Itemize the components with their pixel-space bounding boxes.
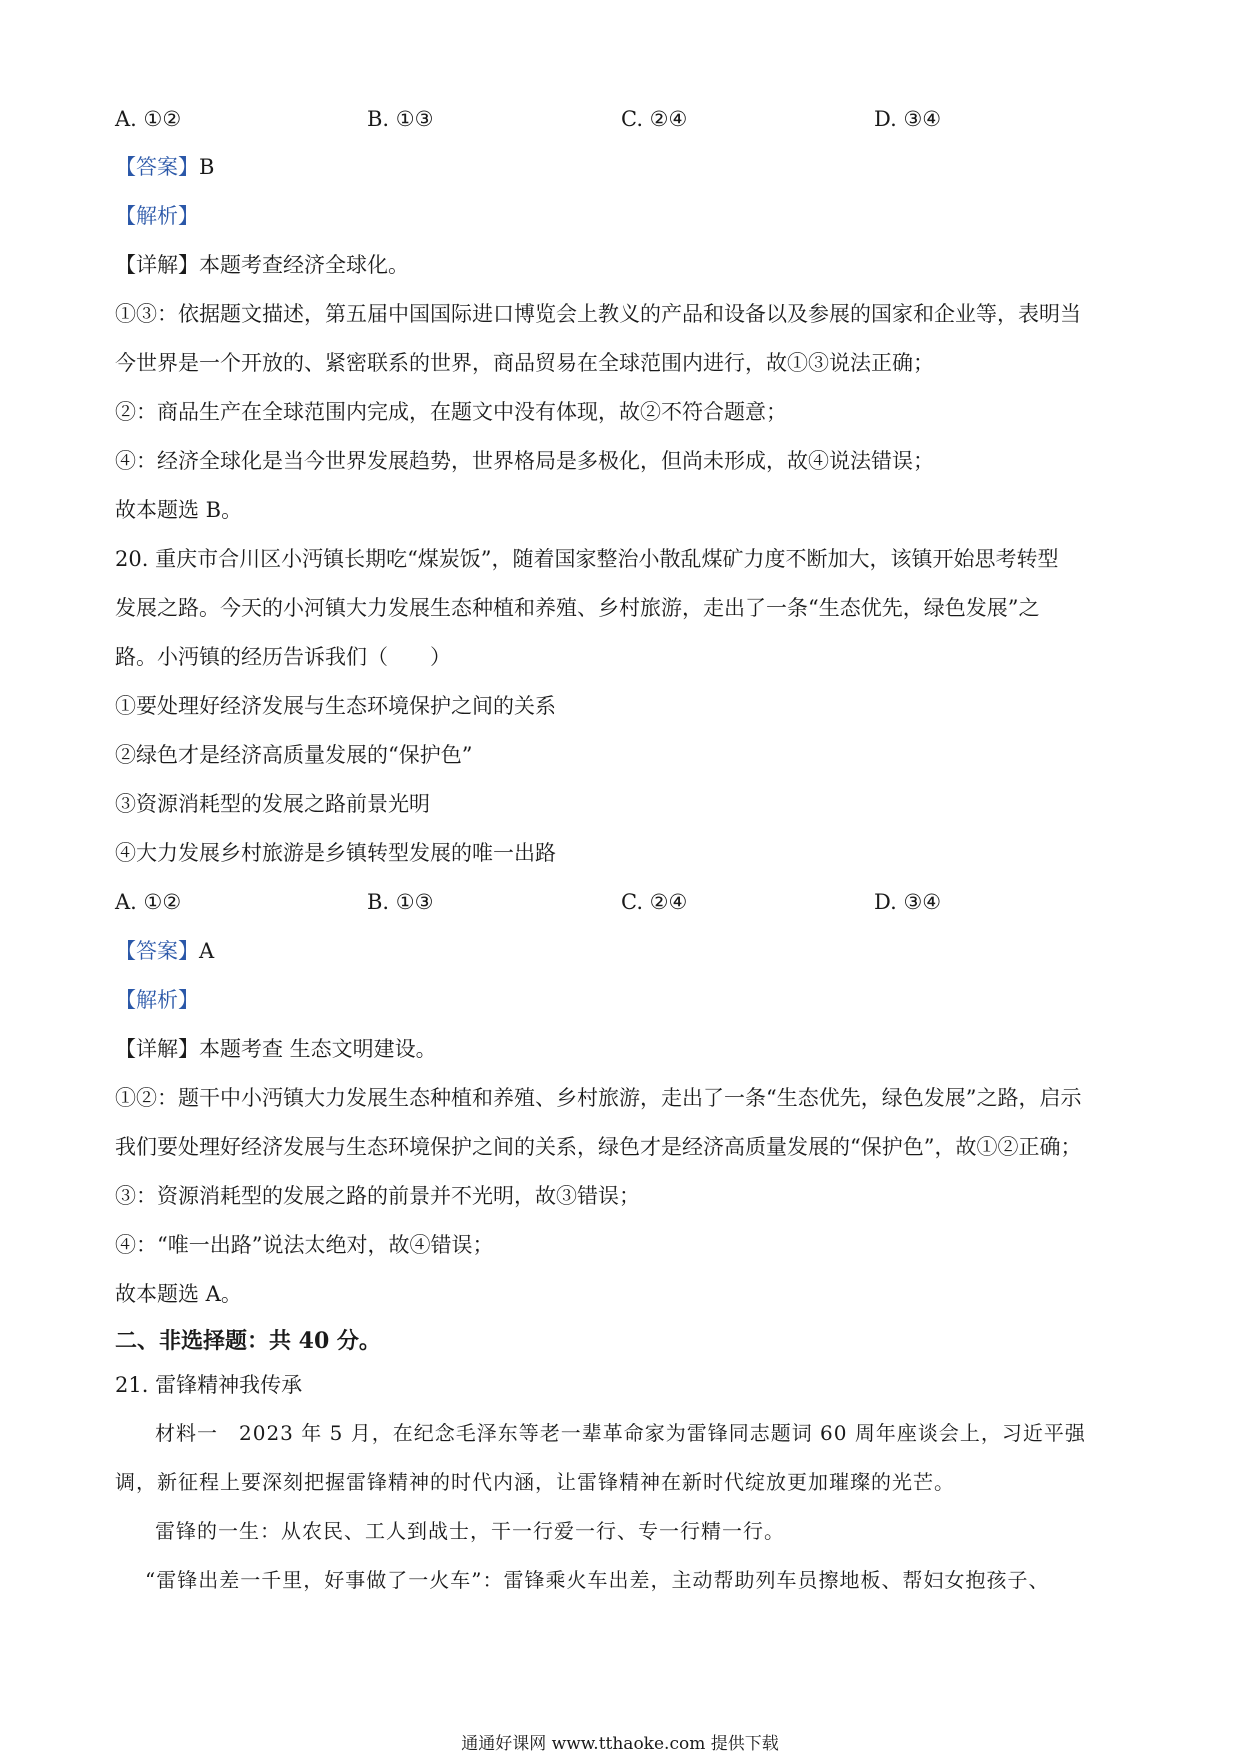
q19-detail: 【详解】本题考查经济全球化。 [115,253,409,277]
q20-analysis-tag: 【解析】 [115,988,199,1012]
q20-conclusion: 故本题选 A。 [115,1282,242,1306]
section-title: 二、非选择题：共 40 分。 [115,1328,381,1354]
answer-tag: 【答案】 [115,155,199,179]
q20-answer [115,936,1122,966]
q19-option-c: C. ②④ [621,107,688,131]
q20-explanation-line: 我们要处理好经济发展与生态环境保护之间的关系，绿色才是经济高质量发展的“保护色”，故①②正确； [115,1135,1082,1159]
q20-stem-line: 路。小沔镇的经历告诉我们（ ） [115,645,451,669]
q19-option-d: D. ③④ [874,107,942,131]
q19-explanation-line: 今世界是一个开放的、紧密联系的世界，商品贸易在全球范围内进行，故①③说法正确； [115,351,934,375]
q19-option-a: A. ①② [115,107,182,131]
q19-explanation-line: ④：经济全球化是当今世界发展趋势，世界格局是多极化，但尚未形成，故④说法错误； [115,449,934,473]
q20-option-a: A. ①② [115,890,182,914]
q20-explanation-line: ①②：题干中小沔镇大力发展生态种植和养殖、乡村旅游，走出了一条“生态优先，绿色发展”之路，启示 [115,1086,1082,1110]
q20-option-c: C. ②④ [621,890,688,914]
page-footer: 通通好课网 www.tthaoke.com 提供下载 [461,1734,779,1754]
q20-option-b: B. ①③ [367,890,434,914]
q21-material-line: “雷锋出差一千里，好事做了一火车”：雷锋乘火车出差，主动帮助列车员擦地板、帮妇女抱孩子、 [145,1568,1050,1592]
q20-option-d: D. ③④ [874,890,942,914]
q20-stem-line: 发展之路。今天的小河镇大力发展生态种植和养殖、乡村旅游，走出了一条“生态优先，绿色发展”之 [115,596,1040,620]
q19-analysis-tag: 【解析】 [115,204,199,228]
q19-option-b: B. ①③ [367,107,434,131]
q19-explanation-line: ①③：依据题文描述，第五届中国国际进口博览会上教义的产品和设备以及参展的国家和企业等，表明当 [115,302,1081,326]
q20-explanation-line: ③：资源消耗型的发展之路的前景并不光明，故③错误； [115,1184,640,1208]
q20-stem-line: 20. 重庆市合川区小沔镇长期吃“煤炭饭”，随着国家整治小散乱煤矿力度不断加大，该镇开始思考转型 [115,547,1059,571]
q19-conclusion: 故本题选 B。 [115,498,243,522]
q20-item: ②绿色才是经济高质量发展的“保护色” [115,743,473,767]
q19-explanation-line: ②：商品生产在全球范围内完成，在题文中没有体现，故②不符合题意； [115,400,787,424]
q20-item: ③资源消耗型的发展之路前景光明 [115,792,430,816]
q21-material-line: 雷锋的一生：从农民、工人到战士，干一行爱一行、专一行精一行。 [155,1519,785,1543]
q20-detail: 【详解】本题考查 生态文明建设。 [115,1037,437,1061]
q21-title: 21. 雷锋精神我传承 [115,1373,303,1397]
q20-item: ④大力发展乡村旅游是乡镇转型发展的唯一出路 [115,841,556,865]
q21-material-line: 调，新征程上要深刻把握雷锋精神的时代内涵，让雷锋精神在新时代绽放更加璀璨的光芒。 [115,1470,955,1494]
answer-value: A [199,939,215,963]
q20-explanation-line: ④：“唯一出路”说法太绝对，故④错误； [115,1233,494,1257]
answer-tag: 【答案】 [115,939,199,963]
answer-value: B [199,155,215,179]
q19-answer [115,152,1122,182]
q21-material-line: 材料一 2023 年 5 月，在纪念毛泽东等老一辈革命家为雷锋同志题词 60 周年座谈会上，习近平强 [155,1421,1086,1445]
q20-item: ①要处理好经济发展与生态环境保护之间的关系 [115,694,556,718]
